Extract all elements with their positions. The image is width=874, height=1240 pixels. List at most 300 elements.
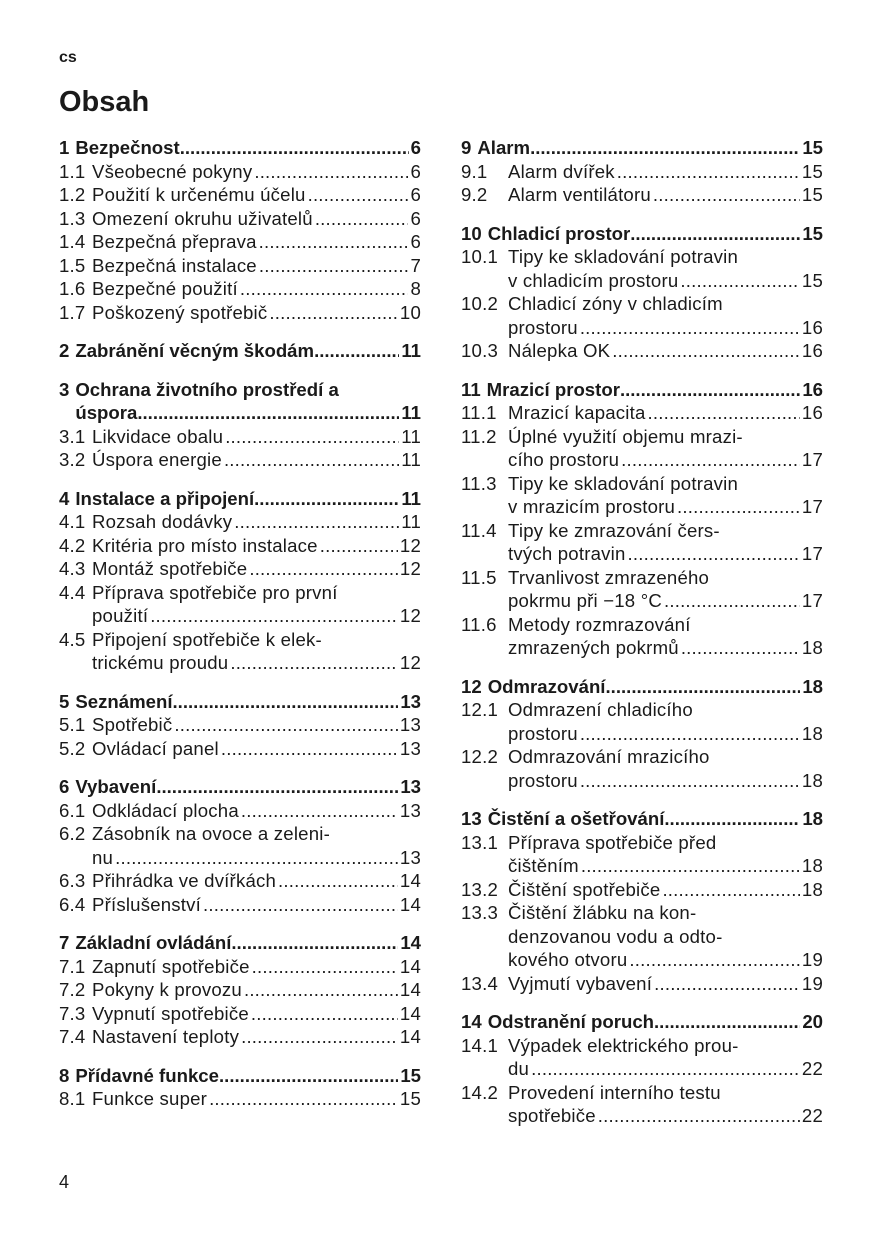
entry-title-line: Úspora energie xyxy=(92,449,222,470)
toc-section xyxy=(59,775,421,916)
entry-number: 5 xyxy=(59,690,70,712)
entry-body xyxy=(92,955,421,979)
entry-page-number: 13 xyxy=(400,776,421,797)
entry-title-line: Přídavné funkce xyxy=(75,1064,219,1086)
toc-subsection-entry[interactable] xyxy=(59,557,421,581)
entry-title-last-line xyxy=(75,775,421,799)
entry-body xyxy=(92,425,421,449)
entry-title-last-line xyxy=(92,160,421,184)
entry-number: 11.2 xyxy=(461,425,497,447)
entry-number: 4.2 xyxy=(59,534,86,556)
page-number: 4 xyxy=(59,1172,70,1192)
toc-subsection-entry[interactable] xyxy=(59,955,421,979)
entry-body xyxy=(92,230,421,254)
entry-number: 7.4 xyxy=(59,1026,86,1047)
entry-title-line: Rozsah dodávky xyxy=(92,511,233,532)
entry-title-line: Ochrana životního prostředí a xyxy=(75,378,339,400)
entry-page-number: 15 xyxy=(801,269,823,291)
entry-body xyxy=(508,339,823,363)
entry-title-line: spotřebiče xyxy=(508,1105,596,1126)
entry-page-number: 18 xyxy=(801,722,823,744)
entry-number: 10 xyxy=(461,222,482,244)
entry-page-number: 11 xyxy=(401,402,421,423)
toc-subsection-entry[interactable] xyxy=(59,301,421,325)
entry-title-line: Zabránění věcným škodám xyxy=(75,340,315,361)
dot-leader xyxy=(224,448,399,472)
entry-page-number: 16 xyxy=(802,378,823,400)
entry-body xyxy=(92,510,421,534)
entry-title-last-line xyxy=(92,1025,421,1049)
toc-subsection-entry[interactable] xyxy=(461,1081,823,1128)
dot-leader xyxy=(209,1087,398,1111)
toc-section xyxy=(59,690,421,761)
dot-leader xyxy=(241,799,398,823)
entry-title-line: Alarm ventilátoru xyxy=(508,184,651,205)
dot-leader xyxy=(174,713,398,737)
dot-leader xyxy=(530,136,800,160)
entry-number: 13.2 xyxy=(461,878,498,900)
toc-section xyxy=(59,1064,421,1111)
entry-title-last-line xyxy=(92,955,421,979)
toc-subsection-entry[interactable] xyxy=(461,160,823,184)
toc-subsection-entry[interactable] xyxy=(461,831,823,878)
toc-subsection-entry[interactable] xyxy=(59,510,421,534)
entry-title-line: Odkládací plocha xyxy=(92,799,239,821)
entry-page-number: 15 xyxy=(400,1064,421,1086)
entry-title-line: Čistění a ošetřování xyxy=(487,808,665,829)
dot-leader xyxy=(662,878,799,902)
dot-leader xyxy=(580,722,800,746)
toc-subsection-entry[interactable] xyxy=(461,425,823,472)
dot-leader xyxy=(259,230,409,254)
entry-number: 12.1 xyxy=(461,699,498,720)
toc-subsection-entry[interactable] xyxy=(59,207,421,231)
entry-title-line: Trvanlivost zmrazeného xyxy=(508,566,710,588)
dot-leader xyxy=(629,948,800,972)
toc-subsection-entry[interactable] xyxy=(461,245,823,292)
entry-title-line: Bezpečná přeprava xyxy=(92,231,257,252)
entry-number: 4 xyxy=(59,487,70,509)
entry-body xyxy=(92,1002,421,1026)
entry-title-line: Použití k určenému účelu xyxy=(92,184,306,205)
toc-chapter-entry[interactable] xyxy=(461,378,823,402)
entry-number: 8.1 xyxy=(59,1088,86,1109)
entry-title-last-line xyxy=(92,557,421,581)
entry-body xyxy=(92,737,421,761)
dot-leader xyxy=(234,510,399,534)
dot-leader xyxy=(315,207,409,231)
entry-title-last-line xyxy=(92,425,421,449)
entry-number: 12 xyxy=(461,675,482,697)
entry-title-last-line xyxy=(508,495,823,519)
entry-title-line: trickému proudu xyxy=(92,652,229,673)
entry-title-line: čištěním xyxy=(508,855,579,876)
toc-chapter-entry[interactable] xyxy=(59,931,421,955)
entry-title-last-line xyxy=(92,230,421,254)
entry-title-last-line xyxy=(92,534,421,558)
entry-page-number: 15 xyxy=(802,137,823,158)
entry-title-line: Mrazicí prostor xyxy=(486,378,620,400)
dot-leader xyxy=(244,978,398,1002)
entry-title-line: Výpadek elektrického prou- xyxy=(508,1034,739,1056)
entry-title-last-line xyxy=(508,1104,823,1128)
entry-body xyxy=(92,534,421,558)
entry-title-last-line xyxy=(487,378,823,402)
toc-subsection-entry[interactable] xyxy=(59,822,421,869)
toc-subsection-entry[interactable] xyxy=(461,339,823,363)
toc-subsection-entry[interactable] xyxy=(59,628,421,675)
entry-title-line: použití xyxy=(92,605,149,626)
toc-column-right xyxy=(461,136,823,1143)
toc-subsection-entry[interactable] xyxy=(59,737,421,761)
entry-title-line: v mrazicím prostoru xyxy=(508,496,676,517)
toc-chapter-entry[interactable] xyxy=(461,222,823,246)
entry-body xyxy=(508,698,823,745)
toc-section xyxy=(461,222,823,363)
entry-body xyxy=(508,613,823,660)
toc-chapter-entry[interactable] xyxy=(461,1010,823,1034)
dot-leader xyxy=(664,589,800,613)
entry-title-last-line xyxy=(75,487,421,511)
dot-leader xyxy=(680,269,800,293)
entry-body xyxy=(92,448,421,472)
entry-title-last-line xyxy=(508,339,823,363)
page-title: Obsah xyxy=(59,86,150,118)
toc-section xyxy=(59,339,421,363)
entry-number: 3.1 xyxy=(59,425,86,447)
entry-page-number: 15 xyxy=(801,184,823,205)
entry-number: 4.1 xyxy=(59,511,86,532)
toc-section xyxy=(461,807,823,995)
toc-subsection-entry[interactable] xyxy=(59,448,421,472)
toc-subsection-entry[interactable] xyxy=(59,1025,421,1049)
entry-title-line: prostoru xyxy=(508,316,578,338)
entry-body xyxy=(488,675,823,699)
entry-title-last-line xyxy=(508,160,823,184)
entry-title-last-line xyxy=(92,510,421,534)
toc-subsection-entry[interactable] xyxy=(59,1002,421,1026)
dot-leader xyxy=(581,854,800,878)
toc-subsection-entry[interactable] xyxy=(461,878,823,902)
toc-section xyxy=(461,136,823,207)
entry-title-last-line xyxy=(508,1057,823,1081)
entry-title-line: Přihrádka ve dvířkách xyxy=(92,870,277,891)
toc-section xyxy=(461,378,823,660)
dot-leader xyxy=(620,378,800,402)
entry-body xyxy=(92,1087,421,1111)
entry-number: 9.2 xyxy=(461,184,488,205)
language-code: cs xyxy=(59,49,77,66)
entry-title-line: Mrazicí kapacita xyxy=(508,402,646,423)
entry-number: 5.2 xyxy=(59,737,86,759)
entry-title-last-line xyxy=(92,893,421,917)
entry-page-number: 14 xyxy=(400,932,421,953)
toc-subsection-entry[interactable] xyxy=(59,254,421,278)
entry-title-line: Nastavení teploty xyxy=(92,1026,240,1047)
entry-body xyxy=(508,566,823,613)
entry-title-line: úspora xyxy=(75,402,138,423)
toc-section xyxy=(59,487,421,675)
toc-subsection-entry[interactable] xyxy=(59,893,421,917)
toc-subsection-entry[interactable] xyxy=(461,401,823,425)
toc-chapter-entry[interactable] xyxy=(461,136,823,160)
dot-leader xyxy=(654,1010,800,1034)
entry-page-number: 13 xyxy=(399,799,421,821)
entry-title-last-line xyxy=(508,878,823,902)
entry-body xyxy=(92,581,421,628)
entry-body xyxy=(508,401,823,425)
dot-leader xyxy=(580,316,800,340)
entry-number: 14.2 xyxy=(461,1081,498,1103)
toc-chapter-entry[interactable] xyxy=(59,378,421,425)
dot-leader xyxy=(249,557,398,581)
entry-number: 9 xyxy=(461,137,472,158)
entry-page-number: 20 xyxy=(802,1011,823,1032)
entry-body xyxy=(508,183,823,207)
entry-title-last-line xyxy=(508,948,823,972)
toc-subsection-entry[interactable] xyxy=(461,698,823,745)
entry-title-line: Ovládací panel xyxy=(92,737,219,759)
dot-leader xyxy=(598,1104,800,1128)
toc-subsection-entry[interactable] xyxy=(461,745,823,792)
toc-subsection-entry[interactable] xyxy=(59,978,421,1002)
dot-leader xyxy=(251,1002,398,1026)
toc-chapter-entry[interactable] xyxy=(59,775,421,799)
dot-leader xyxy=(648,401,800,425)
entry-page-number: 17 xyxy=(801,590,823,611)
entry-number: 6.2 xyxy=(59,823,86,844)
entry-title-line: Odstranění poruch xyxy=(487,1011,655,1032)
entry-title-line: Příprava spotřebiče před xyxy=(508,831,717,853)
entry-number: 11.3 xyxy=(461,472,497,494)
entry-body xyxy=(508,831,823,878)
toc-chapter-entry[interactable] xyxy=(59,690,421,714)
entry-title-last-line xyxy=(477,136,823,160)
entry-number: 4.5 xyxy=(59,628,86,650)
entry-title-line: Spotřebič xyxy=(92,714,173,735)
toc-subsection-entry[interactable] xyxy=(59,183,421,207)
entry-title-line: Vybavení xyxy=(75,776,157,797)
entry-number: 1.4 xyxy=(59,231,86,252)
entry-number: 5.1 xyxy=(59,714,86,735)
entry-body xyxy=(488,1010,823,1034)
toc-subsection-entry[interactable] xyxy=(59,869,421,893)
dot-leader xyxy=(664,807,800,831)
entry-page-number: 6 xyxy=(410,184,421,205)
entry-number: 1.2 xyxy=(59,184,86,205)
toc-subsection-entry[interactable] xyxy=(59,799,421,823)
dot-leader xyxy=(230,651,398,675)
entry-title-last-line xyxy=(92,869,421,893)
entry-number: 7.2 xyxy=(59,979,86,1000)
dot-leader xyxy=(320,534,398,558)
toc-subsection-entry[interactable] xyxy=(461,566,823,613)
entry-page-number: 11 xyxy=(401,449,421,470)
entry-title-line: nu xyxy=(92,846,114,868)
toc-subsection-entry[interactable] xyxy=(59,534,421,558)
entry-page-number: 14 xyxy=(399,893,421,915)
dot-leader xyxy=(225,425,399,449)
entry-page-number: 16 xyxy=(801,316,823,338)
dot-leader xyxy=(231,931,398,955)
entry-number: 14 xyxy=(461,1011,482,1032)
entry-title-line: zmrazených pokrmů xyxy=(508,637,679,658)
entry-title-line: Poškozený spotřebič xyxy=(92,301,268,323)
entry-page-number: 12 xyxy=(399,558,421,579)
toc-section xyxy=(461,675,823,793)
entry-number: 13.3 xyxy=(461,902,498,923)
entry-body xyxy=(75,1064,421,1088)
entry-number: 8 xyxy=(59,1064,70,1086)
entry-body xyxy=(75,136,421,160)
entry-title-line: Úplné využití objemu mrazi- xyxy=(508,425,743,447)
entry-number: 6.1 xyxy=(59,799,86,821)
entry-title-line: Tipy ke skladování potravin xyxy=(508,472,739,494)
entry-title-line: Tipy ke zmrazování čers- xyxy=(508,519,720,541)
entry-title-line: Provedení interního testu xyxy=(508,1081,721,1103)
entry-title-line: Bezpečné použití xyxy=(92,278,238,299)
dot-leader xyxy=(531,1057,800,1081)
entry-title-line: Seznámení xyxy=(75,690,173,712)
entry-number: 12.2 xyxy=(461,746,498,767)
entry-number: 11.5 xyxy=(461,566,497,588)
entry-title-last-line xyxy=(92,448,421,472)
entry-title-last-line xyxy=(92,277,421,301)
entry-page-number: 8 xyxy=(410,278,421,299)
dot-leader xyxy=(677,495,800,519)
entry-number: 11.4 xyxy=(461,519,497,541)
entry-title-line: Bezpečná instalace xyxy=(92,254,257,276)
toc-subsection-entry[interactable] xyxy=(59,230,421,254)
dot-leader xyxy=(115,846,398,870)
entry-body xyxy=(75,487,421,511)
toc-subsection-entry[interactable] xyxy=(461,292,823,339)
entry-body xyxy=(92,1025,421,1049)
entry-title-line: v chladicím prostoru xyxy=(508,269,679,291)
entry-title-line: tvých potravin xyxy=(508,543,626,564)
entry-title-line: Čištění spotřebiče xyxy=(508,878,661,900)
entry-body xyxy=(508,292,823,339)
entry-body xyxy=(92,160,421,184)
entry-body xyxy=(508,472,823,519)
entry-title-line: denzovanou vodu a odto- xyxy=(508,925,723,947)
entry-page-number: 11 xyxy=(401,340,421,361)
entry-number: 1.7 xyxy=(59,301,86,323)
entry-body xyxy=(508,1034,823,1081)
entry-number: 4.4 xyxy=(59,581,86,603)
entry-page-number: 6 xyxy=(410,207,421,229)
entry-number: 2 xyxy=(59,340,70,361)
entry-title-last-line xyxy=(488,807,823,831)
toc-subsection-entry[interactable] xyxy=(59,1087,421,1111)
entry-body xyxy=(508,878,823,902)
entry-body xyxy=(92,822,421,869)
entry-title-last-line xyxy=(488,675,823,699)
entry-body xyxy=(92,978,421,1002)
entry-title-line: Zásobník na ovoce a zeleni- xyxy=(92,823,330,844)
entry-page-number: 12 xyxy=(399,534,421,556)
entry-number: 3 xyxy=(59,378,70,400)
entry-number: 1 xyxy=(59,137,70,158)
entry-body xyxy=(92,277,421,301)
entry-number: 4.3 xyxy=(59,558,86,579)
entry-body xyxy=(75,931,421,955)
dot-leader xyxy=(617,160,800,184)
entry-page-number: 15 xyxy=(399,1088,421,1109)
toc-subsection-entry[interactable] xyxy=(461,472,823,519)
entry-number: 13.1 xyxy=(461,831,498,853)
dot-leader xyxy=(203,893,398,917)
entry-number: 10.1 xyxy=(461,246,498,267)
entry-page-number: 19 xyxy=(801,972,823,994)
toc-subsection-entry[interactable] xyxy=(461,519,823,566)
entry-body xyxy=(508,901,823,972)
entry-number: 1.6 xyxy=(59,278,86,299)
entry-body xyxy=(75,378,421,425)
entry-page-number: 18 xyxy=(801,637,823,658)
toc-subsection-entry[interactable] xyxy=(59,713,421,737)
entry-number: 10.3 xyxy=(461,340,498,361)
toc-section xyxy=(59,931,421,1049)
toc-subsection-entry[interactable] xyxy=(461,183,823,207)
dot-leader xyxy=(314,339,399,363)
entry-body xyxy=(508,160,823,184)
entry-number: 7 xyxy=(59,932,70,953)
entry-page-number: 6 xyxy=(410,160,421,182)
entry-title-line: Odmrazování mrazicího xyxy=(508,746,710,767)
toc-chapter-entry[interactable] xyxy=(59,1064,421,1088)
entry-number: 13.4 xyxy=(461,972,498,994)
entry-title-line: prostoru xyxy=(508,722,578,744)
toc-subsection-entry[interactable] xyxy=(461,901,823,972)
entry-title-line: Čištění žlábku na kon- xyxy=(508,902,697,923)
entry-title-line: Vyjmutí vybavení xyxy=(508,972,653,994)
toc-subsection-entry[interactable] xyxy=(59,160,421,184)
entry-page-number: 18 xyxy=(801,855,823,876)
toc-chapter-entry[interactable] xyxy=(59,339,421,363)
toc-subsection-entry[interactable] xyxy=(59,581,421,628)
entry-title-line: Odmrazení chladicího xyxy=(508,699,693,720)
entry-title-line: pokrmu při −18 °C xyxy=(508,590,662,611)
entry-body xyxy=(92,301,421,325)
entry-page-number: 18 xyxy=(801,769,823,791)
toc-subsection-entry[interactable] xyxy=(461,972,823,996)
dot-leader xyxy=(654,972,800,996)
toc-chapter-entry[interactable] xyxy=(59,487,421,511)
toc-subsection-entry[interactable] xyxy=(461,1034,823,1081)
entry-number: 1.1 xyxy=(59,160,86,182)
entry-title-last-line xyxy=(92,301,421,325)
dot-leader xyxy=(621,448,800,472)
entry-title-line: Základní ovládání xyxy=(75,932,232,953)
entry-page-number: 18 xyxy=(801,878,823,900)
entry-number: 11.1 xyxy=(461,402,497,423)
toc-chapter-entry[interactable] xyxy=(59,136,421,160)
dot-leader xyxy=(254,160,408,184)
dot-leader xyxy=(605,675,800,699)
entry-page-number: 15 xyxy=(801,160,823,182)
entry-page-number: 13 xyxy=(399,737,421,759)
dot-leader xyxy=(150,604,398,628)
toc-chapter-entry[interactable] xyxy=(461,675,823,699)
toc-subsection-entry[interactable] xyxy=(461,613,823,660)
toc-chapter-entry[interactable] xyxy=(461,807,823,831)
entry-number: 7.3 xyxy=(59,1002,86,1024)
toc-subsection-entry[interactable] xyxy=(59,425,421,449)
dot-leader xyxy=(241,1025,398,1049)
toc-subsection-entry[interactable] xyxy=(59,277,421,301)
entry-body xyxy=(75,339,421,363)
